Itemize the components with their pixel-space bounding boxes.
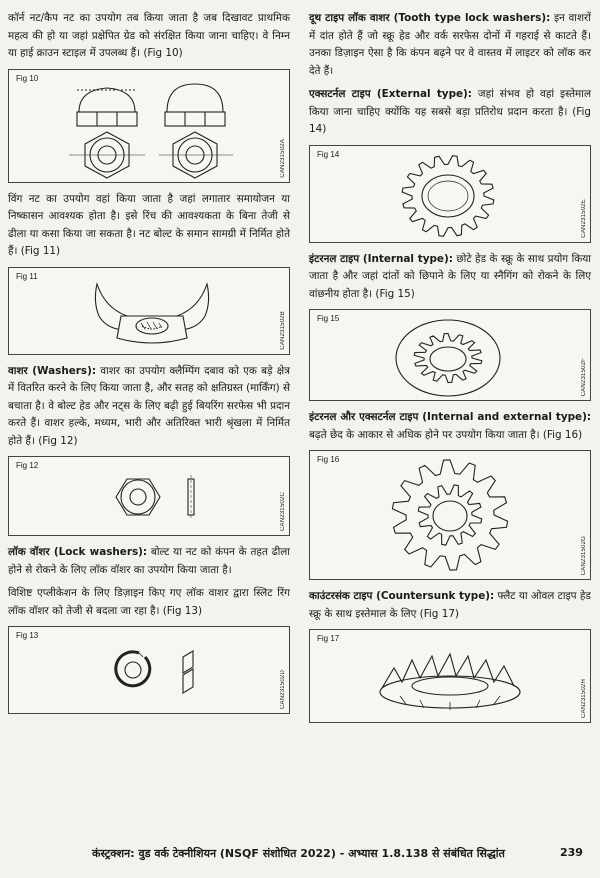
external-type-body: जहां संभव हो वहां इस्तेमाल किया जाना चाहिए क्योंकि यह सबसे बड़ा प्रतिरोध प्रदान करता है। (Fig 14) [309, 88, 591, 135]
paragraph-washers [8, 363, 290, 451]
washers-body: वाशर का उपयोग क्लैम्पिंग दबाव को एक बड़े क्षेत्र में वितरित करने के लिए किया जाता है, और सतह को क्षतिग्रस्त (मार्किंग) से बचाता है। वे बोल्ट हेड और नट्स के लिए बढ़ी हुई बियरिंग सरफेस भी प्रदान करते हैं। वाशर हल्के, मध्यम, भारी और अतिरिक्त भारी श्रृंखला में निर्मित होते हैं। (Fig 12) [8, 364, 290, 447]
paragraph-internal-external-type [309, 409, 591, 444]
figure-label: Fig 13 [16, 631, 39, 640]
external-tooth-washer-drawing [310, 146, 592, 242]
countersunk-body: फ्लैट या ओवल टाइप हेड स्क्रू के साथ इस्तेमाल के लिए (Fig 17) [309, 590, 591, 620]
figure-14-external-tooth-washer [309, 145, 591, 243]
int-ext-tooth-washer-drawing [310, 451, 592, 579]
figure-code: CAN231502F [581, 357, 587, 396]
figure-label: Fig 10 [16, 73, 39, 83]
internal-external-body: बढ़ते छेद के आकार से अधिक होने पर उपयोग किया जाता है। (Fig 16) [309, 428, 583, 441]
figure-code: CAN231502A [280, 138, 286, 178]
paragraph-cap-nut: कॉर्न नट/कैप नट का उपयोग तब किया जाता है जब दिखावट प्राथमिक महत्व की हो या जहां प्रक्षेपित ग्रेड को संरक्षित किया जाना चाहिए। वे निम्न या हाई क्राउन स्टाइल में उपलब्ध हैं। (Fig 10) [8, 12, 290, 59]
countersunk-heading: काउंटरसंक टाइप (Countersunk type): [309, 590, 495, 602]
internal-external-heading: इंटरनल और एक्सटर्नल टाइप (Internal and external type): [309, 411, 591, 423]
footer-text: कंस्ट्रक्शन: वुड वर्क टेक्नीशियन (NSQF संशोधित 2022) - अभ्यास 1.8.138 से संबंधित सिद्धांत [92, 847, 505, 860]
countersunk-washer-drawing [310, 630, 592, 722]
figure-12-washer [8, 456, 290, 536]
internal-tooth-washer-drawing [310, 310, 592, 400]
figure-code: CAN231502D [280, 669, 286, 709]
figure-label: Fig 11 [16, 271, 38, 281]
paragraph-internal-type [309, 251, 591, 304]
figure-label: Fig 17 [317, 634, 340, 643]
page-number: 239 [560, 846, 583, 859]
figure-code: CAN231502E [581, 198, 587, 238]
lock-washers-heading: लॉक वॉशर (Lock washers): [8, 546, 148, 558]
cap-nut-drawing [9, 70, 291, 182]
figure-code: CAN231502H [581, 678, 587, 718]
washer-drawing [9, 457, 291, 535]
figure-label: Fig 16 [317, 455, 340, 464]
paragraph-lock-washers [8, 544, 290, 579]
figure-16-int-ext-tooth-washer [309, 450, 591, 580]
figure-13-split-lock-washer [8, 626, 290, 714]
figure-11-wing-nut [8, 267, 290, 355]
figure-label: Fig 12 [16, 461, 39, 470]
figure-label: Fig 15 [317, 314, 340, 323]
tooth-type-body: इन वाशरों में दांत होते हैं जो स्क्रू हेड और वर्क सरफेस दोनों में गहराई से काटते हैं। उनका डिज़ाइन ऐसा है कि कंपन बढ़ने पर वे वास्तव में लाइटर को लॉक कर देते हैं। [309, 12, 591, 77]
lock-washers-body: बोल्ट या नट को कंपन के तहत ढीला होने से रोकने के लिए लॉक वॉशर का उपयोग किया जाता है। [8, 546, 290, 576]
figure-17-countersunk-washer [309, 629, 591, 723]
paragraph-slit-ring: विशिष्ट एप्लीकेशन के लिए डिज़ाइन किए गए लॉक वाशर द्वारा स्लिट रिंग लॉक वॉशर को तेजी से बदला जा रहा है। (Fig 13) [8, 587, 290, 617]
paragraph-countersunk-type [309, 588, 591, 623]
wing-nut-drawing [9, 268, 291, 354]
internal-type-body: छोटे हेड के स्क्रू के साथ प्रयोग किया जाता है और जहां दांतों को छिपाने के लिए या स्नैगिंग को रोकने के लिए वांछनीय होता है। (Fig 15) [309, 252, 591, 300]
washers-heading: वाशर (Washers): [8, 364, 97, 377]
figure-code: CAN231502B [280, 310, 286, 350]
paragraph-tooth-type [309, 10, 591, 80]
tooth-type-heading: दूथ टाइप लॉक वाशर (Tooth type lock washers): [309, 12, 551, 24]
figure-code: CAN231502G [581, 535, 587, 575]
right-column [309, 10, 591, 731]
internal-type-heading: इंटरनल टाइप (Internal type): [309, 252, 453, 265]
paragraph-external-type [309, 86, 591, 139]
external-type-heading: एक्सटर्नल टाइप (External type): [309, 88, 472, 100]
left-column [8, 10, 290, 722]
paragraph-wing-nut: विंग नट का उपयोग वहां किया जाता है जहां लगातार समायोजन या निष्कासन आवश्यक होता है। इसे रिंच की आवश्यकता के बिना तेजी से ढीला या कसा किया जा सकता है। नट बोल्ट के समान सामग्री में निर्मित होते हैं। (Fig 11) [8, 192, 290, 257]
figure-label: Fig 14 [317, 149, 340, 159]
split-lock-washer-drawing [9, 627, 291, 713]
figure-15-internal-tooth-washer [309, 309, 591, 401]
figure-10-cap-nuts [8, 69, 290, 183]
figure-code: CAN231502C [280, 491, 286, 531]
